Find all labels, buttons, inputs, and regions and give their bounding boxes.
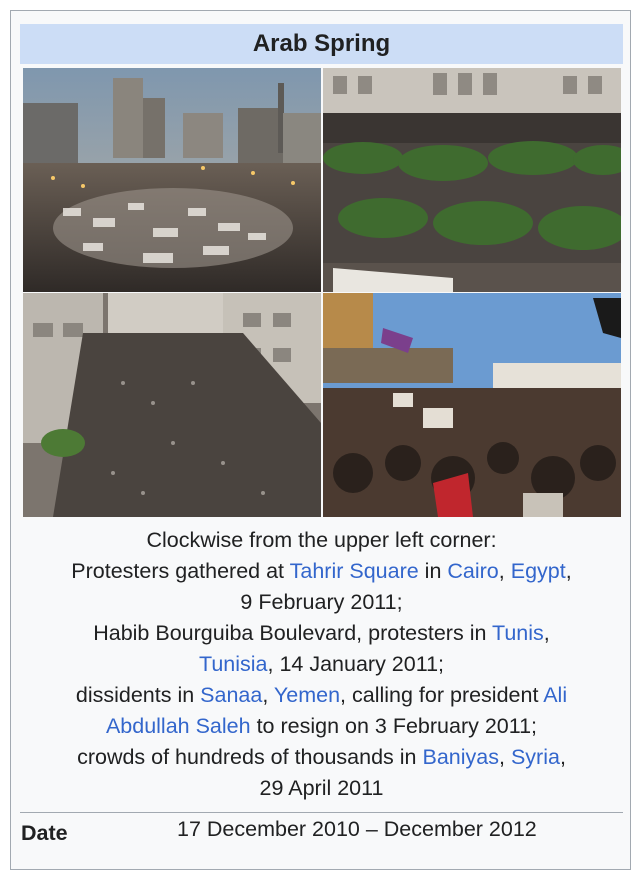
photo-habib-bourguiba-boulevard[interactable] (323, 68, 621, 292)
caption-line: Protesters gathered at Tahrir Square in Cairo, Egypt, (71, 559, 572, 583)
photo-tahrir-square[interactable] (23, 68, 321, 292)
link-cairo[interactable]: Cairo (447, 559, 499, 583)
date-label: Date (21, 821, 68, 845)
link-tahrir-square[interactable]: Tahrir Square (289, 559, 419, 583)
link-egypt[interactable]: Egypt (510, 559, 566, 583)
caption-line: crowds of hundreds of thousands in Baniyas, Syria, (77, 745, 566, 769)
link-tunis[interactable]: Tunis (492, 621, 544, 645)
link-sanaa[interactable]: Sanaa (200, 683, 263, 707)
caption-line: 29 April 2011 (259, 776, 384, 800)
link-ali-abdullah-saleh[interactable]: Ali (543, 683, 568, 707)
caption-line: 9 February 2011; (240, 590, 403, 614)
link-baniyas[interactable]: Baniyas (422, 745, 499, 769)
image-caption (20, 525, 623, 804)
row-divider (20, 812, 623, 813)
caption-line: Abdullah Saleh to resign on 3 February 2011; (105, 714, 538, 738)
caption-line: dissidents in Sanaa, Yemen, calling for president Ali (75, 683, 568, 707)
link-tunisia[interactable]: Tunisia (198, 652, 268, 676)
date-value: 17 December 2010 – December 2012 (177, 817, 537, 841)
link-ali-abdullah-saleh-cont[interactable]: Abdullah Saleh (105, 714, 251, 738)
link-yemen[interactable]: Yemen (273, 683, 341, 707)
link-syria[interactable]: Syria (510, 745, 560, 769)
photo-sanaa[interactable] (23, 293, 321, 517)
infobox (10, 10, 631, 870)
caption-line: Habib Bourguiba Boulevard, protesters in Tunis, (93, 621, 550, 645)
infobox-title: Arab Spring (20, 24, 623, 64)
photo-baniyas[interactable] (323, 293, 621, 517)
caption-line: Tunisia, 14 January 2011; (198, 652, 445, 676)
caption-line: Clockwise from the upper left corner: (146, 528, 497, 552)
